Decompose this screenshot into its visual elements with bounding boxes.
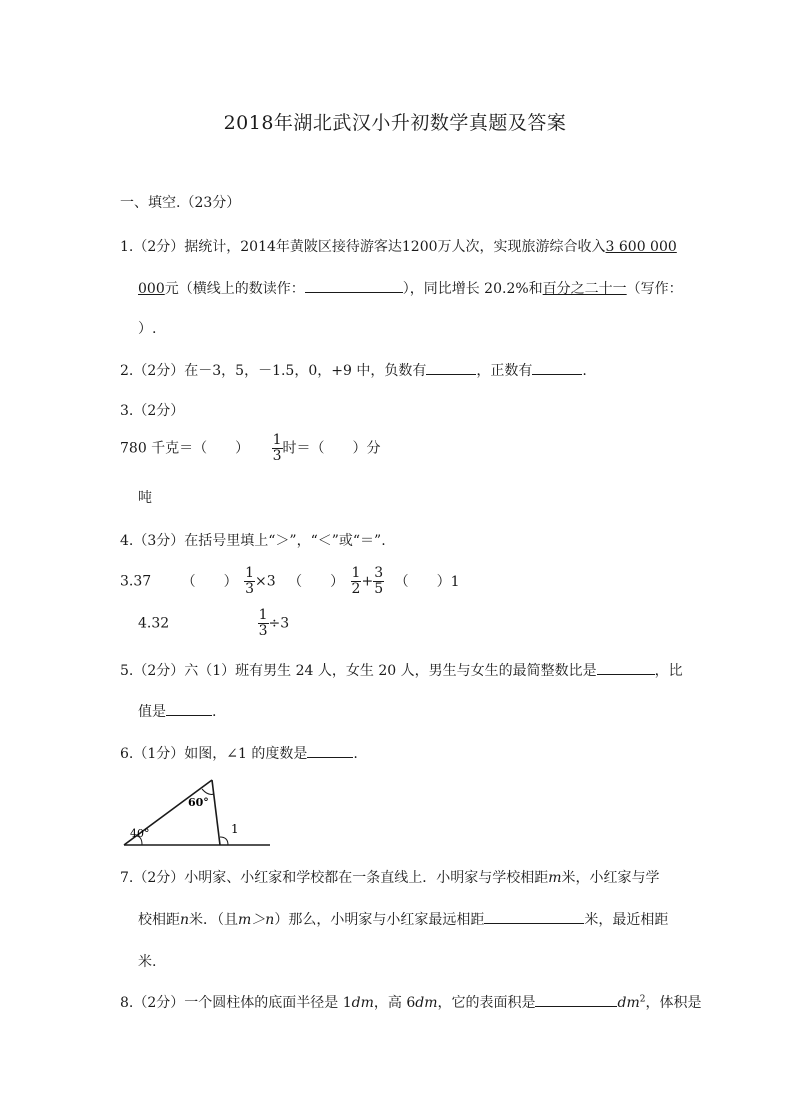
question-5-text: 5.（2分）六（1）班有男生 24 人，女生 20 人，男生与女生的最简整数比是 xyxy=(120,663,597,679)
question-5-text-3: 值是 xyxy=(138,704,166,720)
question-1-number-underlined-cont: 000 xyxy=(138,281,165,297)
question-7-text-6: 米，最近相距 xyxy=(584,912,669,928)
answer-blank[interactable] xyxy=(307,743,353,758)
answer-blank[interactable] xyxy=(426,360,476,375)
question-8 xyxy=(120,992,701,1012)
question-8-text: 8.（2分）一个圆柱体的底面半径是 1 xyxy=(120,995,352,1011)
value: 3.37 xyxy=(120,573,152,590)
operator: + xyxy=(361,573,374,590)
fraction-denominator: 3 xyxy=(245,581,254,597)
question-7-text-2: 米，小红家与学 xyxy=(561,870,660,886)
angle-arc-top xyxy=(202,789,214,794)
question-3-text: 780 千克＝（ ） xyxy=(120,440,250,457)
question-1-text-2: 元（横线上的数读作： xyxy=(164,281,305,297)
question-5-line-2 xyxy=(138,701,216,721)
fraction xyxy=(373,566,384,597)
fraction-denominator: 3 xyxy=(258,623,268,639)
question-8-text-4: ，体积是 xyxy=(645,995,702,1011)
question-3-text-2: 时＝（ ）分 xyxy=(282,440,381,457)
answer-blank[interactable] xyxy=(532,360,582,375)
value: 4.32 xyxy=(138,615,170,632)
condition: m＞n xyxy=(238,912,275,928)
angle-arc-1 xyxy=(220,837,228,845)
question-1-text-3: ），同比增长 20.2%和 xyxy=(402,281,543,297)
question-6-text: 6.（1分）如图，∠1 的度数是 xyxy=(120,746,308,762)
answer-blank[interactable] xyxy=(597,660,655,675)
fraction xyxy=(272,433,283,464)
question-7-text-4: 米．（且 xyxy=(189,912,239,928)
question-4-label: 4.（3分）在括号里填上“＞”，“＜”或“＝”. xyxy=(120,533,386,549)
question-5-line-1 xyxy=(120,660,683,680)
answer-paren[interactable]: （ ）1 xyxy=(394,573,460,590)
fraction-denominator: 5 xyxy=(374,581,384,597)
fraction-numerator: 1 xyxy=(351,565,361,581)
answer-blank[interactable] xyxy=(166,701,212,716)
section-heading: 一、填空.（23分） xyxy=(120,195,241,211)
unit-dm: dm xyxy=(415,995,438,1011)
question-1-text-4: （写作： xyxy=(626,281,683,297)
question-5-text-4: . xyxy=(212,704,217,720)
question-6-text-2: . xyxy=(353,746,358,762)
answer-paren[interactable]: （ ） xyxy=(288,573,345,590)
fraction-numerator: 1 xyxy=(258,607,268,623)
question-1-line-1 xyxy=(120,236,677,256)
question-1-line-3: ）. xyxy=(138,321,157,337)
question-4-row-1 xyxy=(120,566,460,597)
variable-n: n xyxy=(180,912,190,928)
question-7-text: 7.（2分）小明家、小红家和学校都在一条直线上．小明家与学校相距 xyxy=(120,870,549,886)
operator: ÷3 xyxy=(268,615,290,632)
fraction-denominator: 3 xyxy=(272,448,282,464)
question-1-number-underlined: 3 600 000 xyxy=(605,239,677,255)
question-7-text-5: ）那么，小明家与小红家最远相距 xyxy=(274,912,485,928)
question-3-label: 3.（2分） xyxy=(120,403,185,419)
question-1-line-2 xyxy=(138,278,683,298)
angle-label-1: 1 xyxy=(231,822,239,836)
angle-label-40: 40° xyxy=(130,827,150,840)
triangle-figure xyxy=(120,770,280,850)
question-2-text: 2.（2分）在－3，5，－1.5，0，+9 中，负数有 xyxy=(120,363,427,379)
question-7-text-3: 校相距 xyxy=(138,912,180,928)
question-3-unit: 吨 xyxy=(138,490,152,506)
answer-blank[interactable] xyxy=(535,992,617,1007)
angle-label-60: 60° xyxy=(188,796,209,809)
fraction xyxy=(258,608,269,639)
fraction-denominator: 2 xyxy=(351,581,361,597)
question-2 xyxy=(120,360,587,380)
question-1-text: 1.（2分）据统计，2014年黄陂区接待游客达1200万人次，实现旅游综合收入 xyxy=(120,239,606,255)
fraction-numerator: 1 xyxy=(272,432,282,448)
question-8-text-3: ，它的表面积是 xyxy=(437,995,536,1011)
fraction xyxy=(351,566,362,597)
answer-paren[interactable]: （ ） xyxy=(181,573,238,590)
question-2-text-2: ，正数有 xyxy=(476,363,533,379)
page-title: 2018年湖北武汉小升初数学真题及答案 xyxy=(223,112,567,134)
superscript: 2 xyxy=(639,994,646,1005)
question-7-line-2 xyxy=(138,909,668,929)
unit-dm: dm xyxy=(617,995,640,1011)
question-2-text-3: . xyxy=(582,363,587,379)
question-8-text-2: ，高 6 xyxy=(373,995,416,1011)
answer-blank[interactable] xyxy=(305,278,403,293)
question-1-words-underlined: 百分之二十一 xyxy=(542,281,627,297)
unit-dm: dm xyxy=(351,995,374,1011)
fraction xyxy=(244,566,255,597)
question-7-line-1 xyxy=(120,867,660,887)
question-4-row-2 xyxy=(138,608,289,639)
question-7-line-3: 米. xyxy=(138,954,157,970)
fraction-numerator: 3 xyxy=(374,565,384,581)
question-6 xyxy=(120,743,358,763)
answer-blank[interactable] xyxy=(484,909,584,924)
operator: ×3 xyxy=(255,573,276,590)
triangle-side-right xyxy=(212,780,220,845)
question-3-row xyxy=(120,433,381,464)
fraction-numerator: 1 xyxy=(245,565,254,581)
variable-m: m xyxy=(548,870,562,886)
question-5-text-2: ，比 xyxy=(654,663,683,679)
